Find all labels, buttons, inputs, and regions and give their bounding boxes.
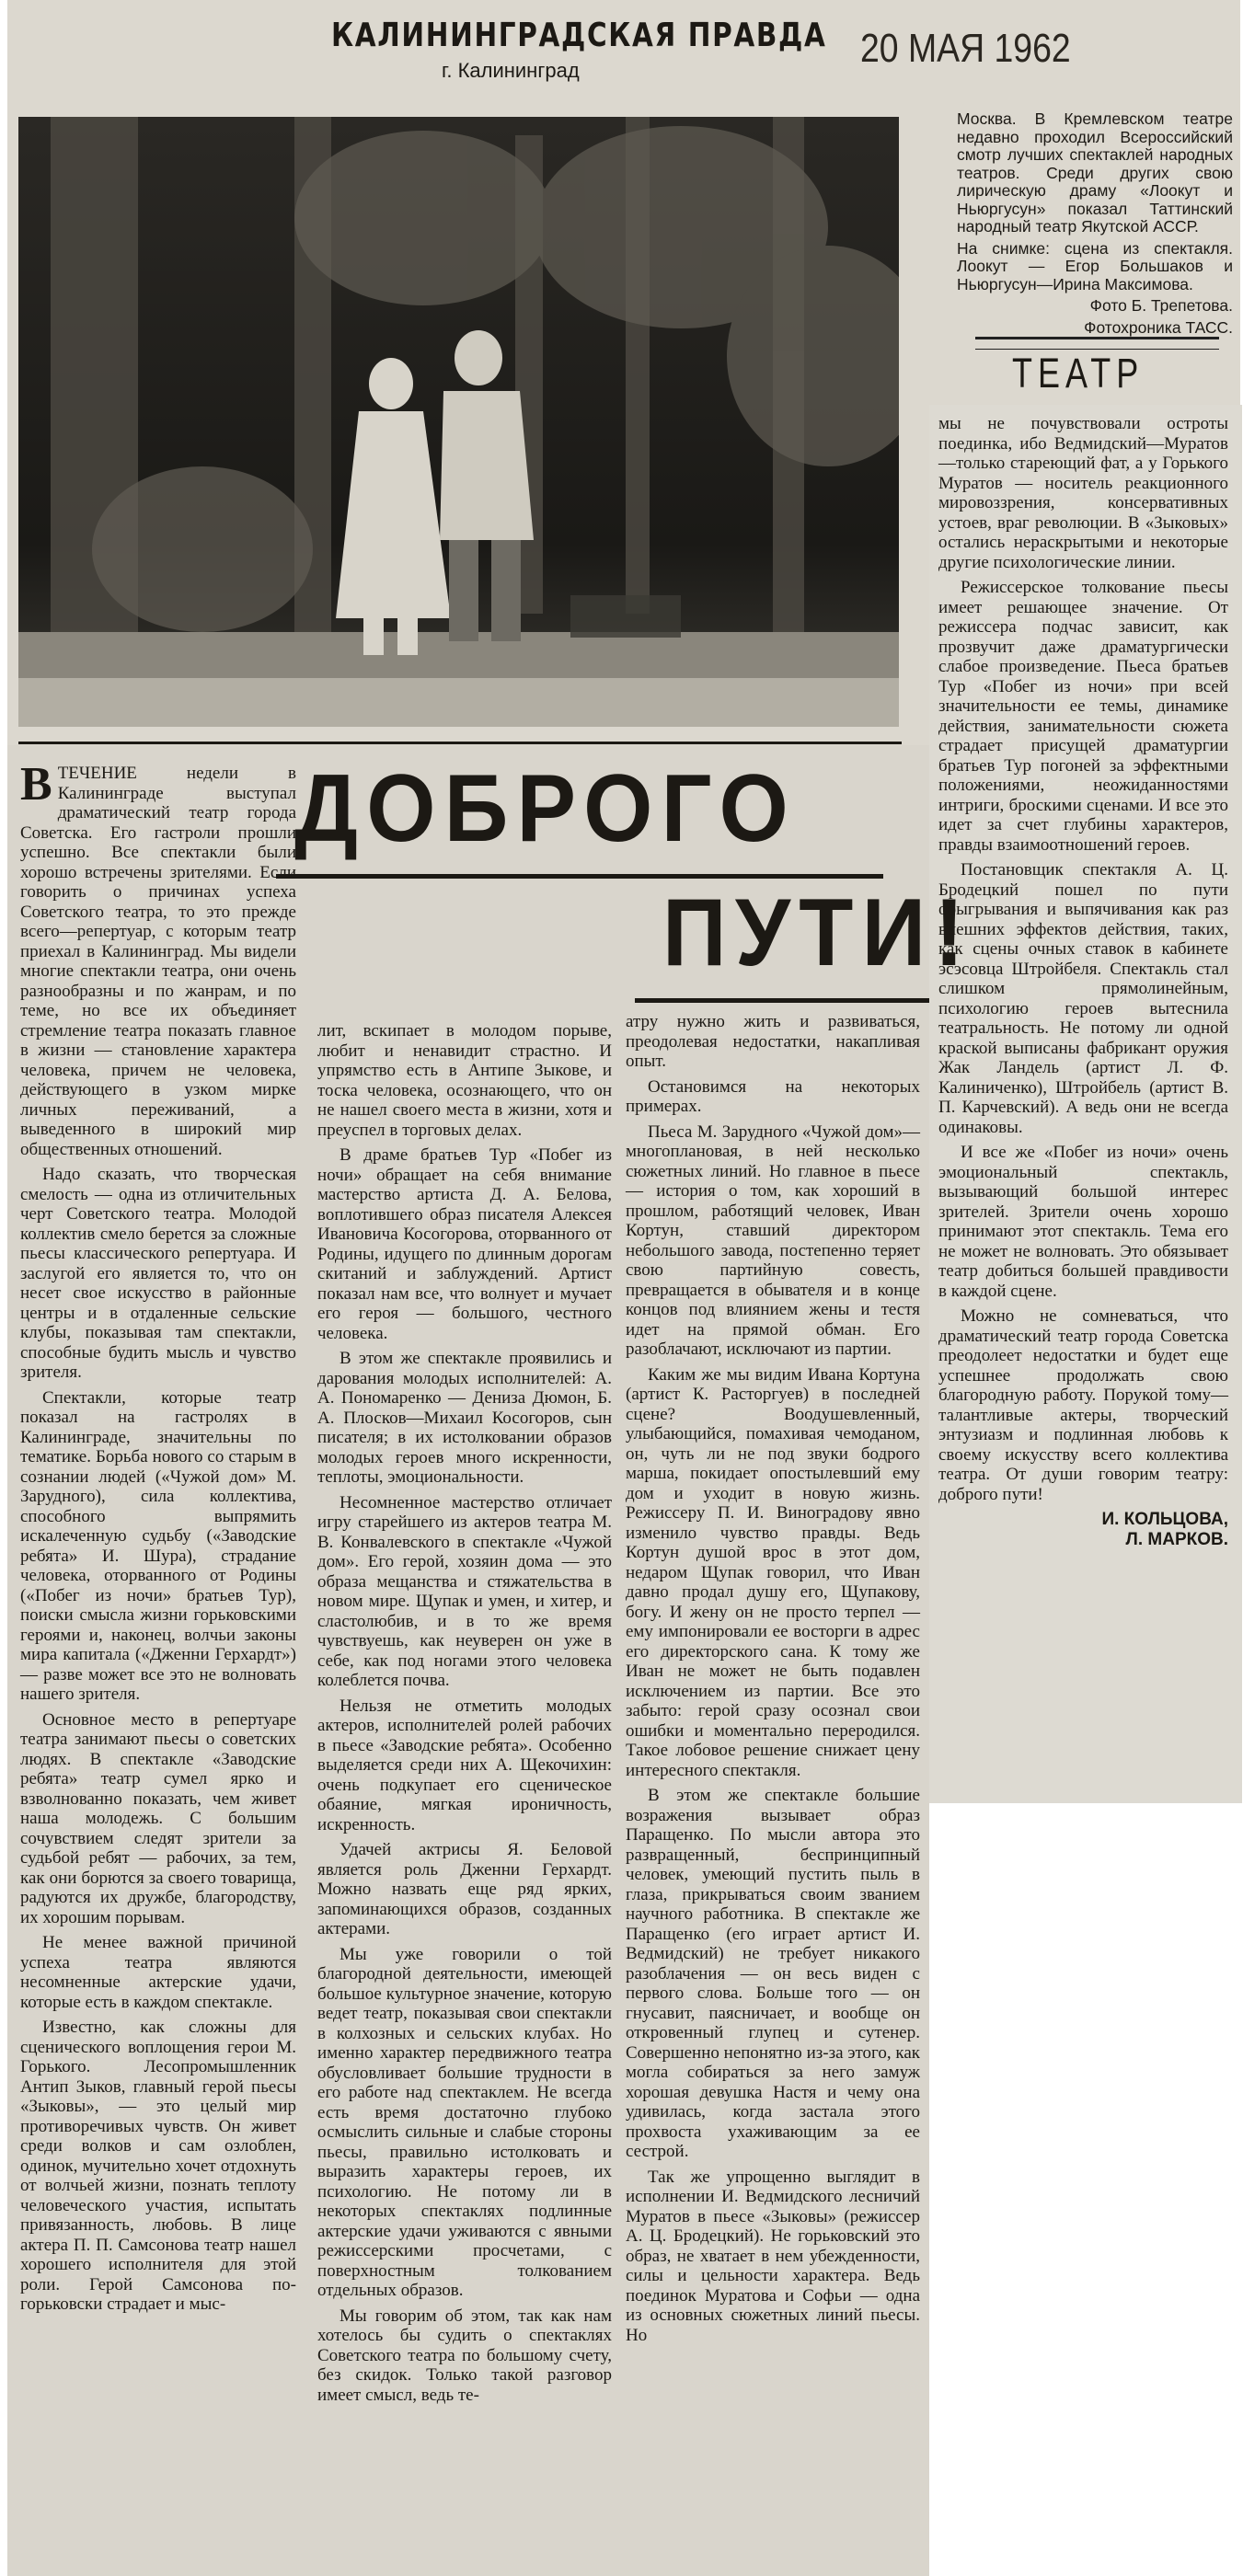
author-line-1: И. КОЛЬЦОВА, — [1101, 1510, 1228, 1529]
stage-scene-image — [18, 117, 899, 727]
theatre-stage-photo — [18, 117, 899, 727]
rubric-heading: ТЕАТР — [1012, 349, 1145, 397]
article-paragraph: Остановимся на некоторых примерах. — [626, 1076, 920, 1116]
author-line-2: Л. МАРКОВ. — [1125, 1529, 1228, 1549]
article-paragraph: Пьеса М. Зарудного «Чужой дом»—многоплановая, в ней несколько сюжетных линий. Но главное в пьесе — история о том, как хороший в прошлом, работящий человек, Иван Кортун, ставший директором небольшого завода, постепенно теряет свою партийную совесть, превращается в обывателя и в конце концов под влиянием жены и тестя идет на прямой обман. Его разоблачают, исключают из партии. — [626, 1121, 920, 1359]
article-paragraph: Мы говорим об этом, так как нам хотелось бы судить о спектаклях Советского театра по большому счету, без скидок. Только такой разговор имеет смысл, ведь те- — [317, 2306, 612, 2405]
rubric-rule — [975, 337, 1219, 350]
article-paragraph: ВТЕЧЕНИЕ недели в Калининграде выступал драматический театр города Советска. Его гастроли прошли успешно. Все спектакли были хорошо встречены зрителями. Если говорить о причинах успеха Советского театра, то это прежде всего—репертуар, с которым театр приехал в Калининград. Мы видели многие спектакли театра, они очень разнообразны и по жанрам, и по теме, но все их объединяет стремление театра показать главное в жизни — становление характера человека, причем не человека, действующего в узком мирке личных переживаний, а выведенного в широкий мир общественных отношений. — [20, 758, 296, 1159]
article-top-rule — [18, 742, 902, 744]
article-paragraph: Известно, как сложны для сценического воплощения герои М. Горького. Лесопромышленник Антип Зыков, главный герой пьесы «Зыковы», — это целый мир противоречивых чувств. Он живет среди волков и сам озлоблен, одинок, мучительно хочет отдохнуть от волчьей жизни, познать теплоту человеческого участия, испытать привязанность, любовь. В лице актера П. П. Самсонова театр нашел хорошего исполнителя для этой роли. Герой Самсонова по-горьковски страдает и мыс- — [20, 2018, 296, 2314]
article-paragraph: В этом же спектакле проявились и дарования молодых исполнителей: А. А. Пономаренко — Дениза Дюмон, Б. А. Плосков—Михаил Косогоров, сын писателя; в их истолковании образов молодых героев много искренности, теплоты, эмоциональности. — [317, 1349, 612, 1487]
article-paragraph: И все же «Побег из ночи» очень эмоциональный спектакль, вызывающий большой интерес зрителей. Зрители очень хорошо принимают этот спектакль. Тема его не может не волновать. Это обязывает театр добиться большей правдивости в каждой сцене. — [938, 1143, 1228, 1301]
article-paragraph: Режиссерское толкование пьесы имеет решающее значение. От режиссера подчас зависит, как прозвучит даже драматургически слабое произведение. Пьеса братьев Тур «Побег из ночи» при всей значительности ее темы, динамике действия, занимательности сюжета страдает присущей драматургии братьев Тур погоней за эффектными положениями, неожиданностями интриги, броскими сценами. И все это идет за счет глубины характеров, правды взаимоотношений героев. — [938, 578, 1228, 855]
article-paragraph: В этом же спектакле большие возражения вызывает образ Паращенко. По мысли автора это развращенный, беспринципный человек, умеющий пустить пыль в глаза, прикрываться своим званием научного работника. В спектакле же Паращенко (его играет артист И. Ведмидский) не требует никакого разоблачения — он весь виден с первого слова. Больше того — он гнусавит, паясничает, и вообще он откровенный глупец и сутенер. Совершенно непонятно из-за этого, как могла собираться за него замуж хорошая девушка Настя и чему она удивилась, когда застала этого прохвоста ухаживающим за ее сестрой. — [626, 1786, 920, 2161]
article-column-1 — [20, 758, 296, 2320]
drop-cap: В — [20, 758, 52, 811]
photo-caption — [957, 110, 1233, 340]
article-paragraph: лит, вскипает в молодом порыве, любит и ненавидит страстно. И упрямство есть в Антипе Зыкове, и тоска человека, осознающего, что он не нашел своего места в жизни, хотя и преуспел в торговых делах. — [317, 1021, 612, 1140]
masthead-city: г. Калининград — [442, 59, 580, 82]
photo-credit: Фото Б. Трепетова. — [1089, 296, 1233, 315]
article-paragraph: Удачей актрисы Я. Беловой является роль Дженни Герхардт. Можно назвать еще ряд ярких, запоминающихся образов, созданных актерами. — [317, 1840, 612, 1938]
article-paragraph: Нельзя не отметить молодых актеров, исполнителей ролей рабочих в пьесе «Заводские ребята». Особенно выделяется среди них А. Щекочихин: очень подкупает его сценическое обаяние, мягкая ироничность, искренность. — [317, 1696, 612, 1834]
headline-line-2: ПУТИ! — [662, 880, 973, 986]
article-column-3 — [626, 1012, 920, 2351]
article-paragraph: Так же упрощенно выглядит в исполнении И. Ведмидского лесничий Муратов в пьесе «Зыковы» (режиссер А. Ц. Бродецкий). Не горьковский это образ, не хватает в нем убежденности, силы и цельности характера. Ведь поединок Муратова и Софьи — одна из основных сюжетных линий пьесы. Но — [626, 2167, 920, 2345]
article-column-2 — [317, 1021, 612, 2410]
article-paragraph: Не менее важной причиной успеха театра являются несомненные актерские удачи, которые есть в каждом спектакле. — [20, 1933, 296, 2012]
article-paragraph: Постановщик спектакля А. Ц. Бродецкий пошел по пути обыгрывания и выпячивания как раз внешних эффектов действия, таких, как сцены очных ставок в кабинете эсэсовца Штройбеля. Спектакль стал слишком прямолинейным, психологию героев вытеснила театральность. Не потому ли одной краской выписаны фабрикант оружия Жак Ландель (артист Л. Ф. Калиниченко), Штройбель (артист В. П. Карчевский). А ведь они не всегда одинаковы. — [938, 860, 1228, 1137]
article-paragraph: Мы уже говорили о той благородной деятельности, имеющей большое культурное значение, которую ведет театр, показывая свои спектакли в колхозных и сельских клубах. Но именно характер передвижного театра обусловливает большие трудности в его работе над спектаклем. Не всегда есть время достаточно глубоко осмыслить сильные и слабые стороны пьесы, правильно истолковать и выразить характеры героев, их психологию. Не потому ли в некоторых спектаклях подлинные актерские удачи уживаются с явными режиссерскими просчетами, с поверхностным толкованием отдельных образов. — [317, 1944, 612, 2300]
article-column-4 — [938, 414, 1228, 1549]
article-paragraph: В драме братьев Тур «Побег из ночи» обращает на себя внимание мастерство артиста Д. А. Белова, воплотившего образ писателя Алексея Ивановича Косогорова, оторванного от Родины, идущего по длинным дорогам скитаний и заблуждений. Артист показал нам все, что волнует и мучает его героя — большого, честного человека. — [317, 1145, 612, 1343]
headline-underline-2 — [635, 998, 929, 1003]
article-paragraph: мы не почувствовали остроты поединка, ибо Ведмидский—Муратов—только стареющий фат, а у Горького Муратов — носитель реакционного мировоззрения, консервативных устоев, враг революции. В «Зыковых» остались нераскрытыми и некоторые другие психологические линии. — [938, 414, 1228, 572]
article-paragraph: Несомненное мастерство отличает игру старейшего из актеров театра М. В. Конвалевского в спектакле «Чужой дом». Его герой, хозяин дома — это образа мещанства и стяжательства в новом мире. Щупак и умен, и хитер, и сластолюбив, и в то же время чувствуешь, как неуверен он уже в себе, как под ногами этого человека колеблется почва. — [317, 1492, 612, 1690]
date-stamp: 20 МАЯ 1962 — [860, 26, 1071, 71]
agency-credit: Фотохроника ТАСС. — [1084, 317, 1233, 337]
article-paragraph: Основное место в репертуаре театра занимают пьесы о советских людях. В спектакле «Заводские ребята» театр сумел ярко и взволнованно показать, чем живет наша молодежь. С большим сочувствием следят зрители за судьбой ребят — рабочих, за тем, как они борются за своего товарища, радуются их дружбе, благородству, их хорошим порывам. — [20, 1709, 296, 1927]
article-paragraph: Можно не сомневаться, что драматический театр города Советска преодолеет недостатки и будет еще успешнее продолжать свою благородную работу. Порукой тому—талантливые актеры, творческий энтузиазм и подлинная любовь к своему искусству всего коллектива театра. От души говорим театру: доброго пути! — [938, 1306, 1228, 1504]
headline-line-1: ДОБРОГО — [294, 755, 798, 862]
caption-text: Москва. В Кремлевском театре недавно проходил Всероссийский смотр лучших спектаклей народных театров. Среди других свою лирическую драму «Лоокут и Ньюргусун» показал Таттинский народный театр Якутской АССР. — [957, 109, 1233, 236]
newspaper-masthead: КАЛИНИНГРАДСКАЯ ПРАВДА — [331, 17, 827, 54]
article-paragraph: атру нужно жить и развиваться, преодолевая недостатки, накапливая опыт. — [626, 1012, 920, 1071]
article-paragraph: Спектакли, которые театр показал на гастролях в Калининграде, значительны по тематике. Борьба нового со старым в сознании людей («Чужой дом» М. Зарудного), сила коллектива, способного выпрямить искалеченную судьбу («Заводские ребята» И. Шура), страдание человека, оторванного от Родины («Побег из ночи» братьев Тур), поиски смысла жизни горьковскими героями и, наконец, волчьи законы мира капитала («Дженни Герхардт») — разве может все это не волновать нашего зрителя. — [20, 1387, 296, 1704]
article-paragraph: Надо сказать, что творческая смелость — одна из отличительных черт Советского театра. Молодой коллектив смело берется за сложные пьесы классического репертуара. И заслугой его является то, что он несет свое искусство в районные центры и в отдаленные сельские клубы, показывая там спектакли, способные будить мысль и чувство зрителя. — [20, 1165, 296, 1382]
caption-on-photo: На снимке: сцена из спектакля. Лоокут — Егор Большаков и Ньюргусун—Ирина Максимова. — [957, 238, 1233, 293]
article-paragraph: Каким же мы видим Ивана Кортуна (артист К. Расторгуев) в последней сцене? Воодушевленный, улыбающийся, помахивая чемоданом, он, чуть ли не под звуки бодрого марша, покидает опостылевший ему дом и уходит в новую жизнь. Режиссеру П. И. Виноградову явно изменило чувство правды. Ведь Кортун душой врос в этот дом, недаром Щупак говорил, что Иван давно продал душу его, Щупакову, богу. И жену он не просто терпел — ему импонировали ее восторги в адрес его директорского сана. К тому же Иван не может не быть подавлен исключением из партии. Все это забыто: герой сразу осознал свои ошибки и моментально переродился. Такое лобовое решение снижает цену интересного спектакля. — [626, 1364, 920, 1780]
